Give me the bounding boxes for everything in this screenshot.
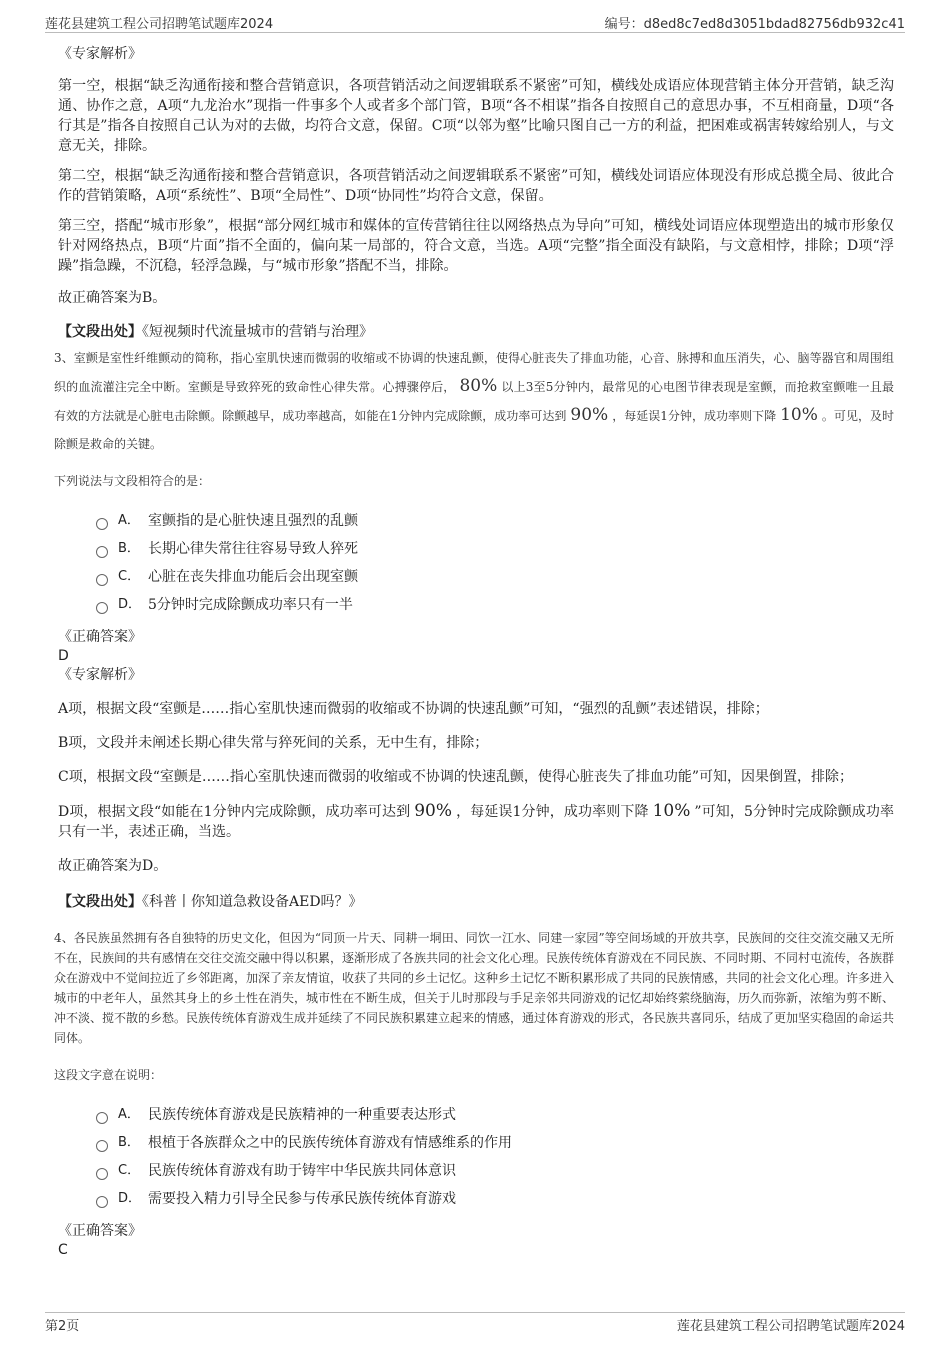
option-text: 根植于各族群众之中的民族传统体育游戏有情感维系的作用 xyxy=(148,1135,512,1151)
q4-passage: 4、各民族虽然拥有各自独特的历史文化，但因为“同顶一片天、同耕一垌田、同饮一江水、同建一家园”等空间场域的开放共享，民族间的交往交流交融又无所不在，民族间的共有感情在交往交流交融中得以积累，逐渐形成了各族共同的社会文化心理。民族传统体育游戏在不同民族、不同时期、不同村屯流传，各族群众在游戏中不觉间拉近了乡邻距离，加深了亲友情谊，收获了共同的乡土记忆。这种乡土记忆不断积累形成了共同的民族情感，共同的社会文化心理。许多进入城市的中老年人，虽然其身上的乡土性在消失，城市性在不断生成，但关于儿时那段与手足亲邻共同游戏的记忆却始终萦绕脑海，历久而弥新，浓缩为剪不断、冲不淡、搅不散的乡愁。民族传统体育游戏生成并延续了不同民族积累建立起来的情感，通过体育游戏的形式，各民族共喜同乐，结成了更加坚实稳固的命运共同体。 xyxy=(54,931,895,1045)
q3-passage-part2: 以上3至5分钟内，最常见的心电图节律表现是室颤，而抢救室颤唯一且最有效的方法就是心脏电击除颤。除颤越早，成功率越高，如能在1分钟内完成除颤，成功率可达到 xyxy=(54,380,894,423)
q2-analysis-blank3: 第三空，搭配“城市形象”，根据“部分网红城市和媒体的宣传营销往往以网络热点为导向”可知，横线处词语应体现塑造出的城市形象仅针对网络热点，B项“片面”指不全面的，偏向某一局部的，符合文意，当选。A项“完整”指全面没有缺陷，与文意相悖，排除；D项“浮躁”指急躁，不沉稳，轻浮急躁，与“城市形象”搭配不当，排除。 xyxy=(58,218,894,274)
option-text: 心脏在丧失排血功能后会出现室颤 xyxy=(148,569,358,585)
q3-analysis-d-part1: D项，根据文段“如能在1分钟内完成除颤，成功率可达到 xyxy=(58,804,411,820)
q2-analysis-blank2: 第二空，根据“缺乏沟通衔接和整合营销意识，各项营销活动之间逻辑联系不紧密”可知，横线处词语应体现没有形成总揽全局、彼此合作的营销策略，A项“系统性”、B项“全局性”、D项“协同性”均符合文意，保留。 xyxy=(58,168,894,204)
option-letter: B． xyxy=(118,1135,140,1150)
q3-option-b[interactable] xyxy=(96,535,894,563)
q3-analysis-math-10: 10% xyxy=(652,801,691,821)
option-letter: A． xyxy=(118,513,140,528)
radio-icon[interactable] xyxy=(96,1112,108,1124)
q3-option-a[interactable] xyxy=(96,507,894,535)
q3-passage-part4: 。可见，及时除颤是救命的关键。 xyxy=(54,409,894,451)
q3-expert-tag: 《专家解析》 xyxy=(58,667,142,683)
q3-analysis-d-part3: ”可知，5分钟时完成除颤成功率只有一半，表述正确，当选。 xyxy=(58,804,894,840)
page-content xyxy=(54,44,895,1259)
option-text: 室颤指的是心脏快速且强烈的乱颤 xyxy=(148,513,358,529)
radio-icon[interactable] xyxy=(96,518,108,530)
option-letter: B． xyxy=(118,541,140,556)
option-text: 民族传统体育游戏是民族精神的一种重要表达形式 xyxy=(148,1107,456,1123)
q2-analysis-blank1: 第一空，根据“缺乏沟通衔接和整合营销意识，各项营销活动之间逻辑联系不紧密”可知，横线处成语应体现营销主体分开营销，缺乏沟通、协作之意，A项“九龙治水”现指一件事多个人或者多个部门管，B项“各不相谋”指各自按照自己的意思办事，不互相商量，D项“各行其是”指各自按照自己认为对的去做，均符合文意，保留。C项“以邻为壑”比喻只图自己一方的利益，把困难或祸害转嫁给别人，与文意无关，排除。 xyxy=(58,78,894,154)
q2-conclusion: 故正确答案为B。 xyxy=(58,290,167,306)
footer-page-number: 第2页 xyxy=(45,1319,80,1334)
q3-analysis-c: C项，根据文段“室颤是……指心室肌快速而微弱的收缩或不协调的快速乱颤，使得心脏丧失了排血功能”可知，因果倒置，排除； xyxy=(58,769,854,785)
q4-option-d[interactable] xyxy=(96,1185,894,1213)
q3-passage-part1: 3、室颤是室性纤维颤动的简称，指心室肌快速而微弱的收缩或不协调的快速乱颤，使得心脏丧失了排血功能，心音、脉搏和血压消失，心、脑等器官和周围组织的血流灌注完全中断。室颤是导致猝死的致命性心律失常。心搏骤停后， xyxy=(54,351,894,394)
q3-analysis-d xyxy=(58,801,894,842)
option-letter: D． xyxy=(118,597,142,612)
q3-conclusion: 故正确答案为D。 xyxy=(58,858,168,874)
q3-analysis-math-90: 90% xyxy=(414,801,452,821)
option-letter: C． xyxy=(118,569,141,584)
q2-source-title: 《短视频时代流量城市的营销与治理》 xyxy=(142,324,373,340)
radio-icon[interactable] xyxy=(96,1196,108,1208)
q4-option-c[interactable] xyxy=(96,1157,894,1185)
q3-source-title: 《科普丨你知道急救设备AED吗？》 xyxy=(142,894,363,910)
option-text: 民族传统体育游戏有助于铸牢中华民族共同体意识 xyxy=(148,1163,456,1179)
q4-option-b[interactable] xyxy=(96,1129,894,1157)
q3-analysis-b: B项，文段并未阐述长期心律失常与猝死间的关系，无中生有，排除； xyxy=(58,735,489,751)
q4-option-a[interactable] xyxy=(96,1101,894,1129)
q4-answer: C xyxy=(58,1242,68,1258)
q3-option-d[interactable] xyxy=(96,591,894,619)
header-title: 莲花县建筑工程公司招聘笔试题库2024 xyxy=(45,17,274,32)
q3-options xyxy=(96,507,894,619)
q3-math-80: 80% xyxy=(459,376,498,396)
option-text: 需要投入精力引导全民参与传承民族传统体育游戏 xyxy=(148,1191,456,1207)
q4-options xyxy=(96,1101,894,1213)
radio-icon[interactable] xyxy=(96,574,108,586)
footer-title: 莲花县建筑工程公司招聘笔试题库2024 xyxy=(676,1319,905,1334)
q2-source xyxy=(58,322,894,342)
option-letter: D． xyxy=(118,1191,142,1206)
page-footer xyxy=(45,1312,905,1334)
radio-icon[interactable] xyxy=(96,602,108,614)
q3-source xyxy=(58,892,894,912)
q4-question: 这段文字意在说明： xyxy=(54,1068,163,1082)
q3-answer-tag: 《正确答案》 xyxy=(58,629,142,645)
q2-source-label: 【文段出处】 xyxy=(58,324,142,340)
option-text: 5分钟时完成除颤成功率只有一半 xyxy=(148,597,353,613)
q3-math-90: 90% xyxy=(570,405,609,425)
option-letter: A． xyxy=(118,1107,140,1122)
q3-source-label: 【文段出处】 xyxy=(58,894,142,910)
page-header xyxy=(45,12,905,33)
q4-answer-tag: 《正确答案》 xyxy=(58,1223,142,1239)
q3-passage xyxy=(54,344,894,458)
radio-icon[interactable] xyxy=(96,546,108,558)
header-doc-id: 编号：d8ed8c7ed8d3051bdad82756db932c41 xyxy=(604,17,905,32)
q3-analysis-d-part2: ，每延误1分钟，成功率则下降 xyxy=(455,804,649,820)
q3-analysis-a: A项，根据文段“室颤是……指心室肌快速而微弱的收缩或不协调的快速乱颤”可知，“强烈的乱颤”表述错误，排除； xyxy=(58,701,769,717)
q3-option-c[interactable] xyxy=(96,563,894,591)
q3-answer: D xyxy=(58,648,69,664)
q2-expert-tag: 《专家解析》 xyxy=(58,46,142,62)
radio-icon[interactable] xyxy=(96,1168,108,1180)
q3-passage-part3: ，每延误1分钟，成功率则下降 xyxy=(612,409,777,423)
radio-icon[interactable] xyxy=(96,1140,108,1152)
option-text: 长期心律失常往往容易导致人猝死 xyxy=(148,541,358,557)
option-letter: C． xyxy=(118,1163,141,1178)
q3-math-10: 10% xyxy=(780,405,818,425)
q3-question: 下列说法与文段相符合的是： xyxy=(54,474,211,488)
